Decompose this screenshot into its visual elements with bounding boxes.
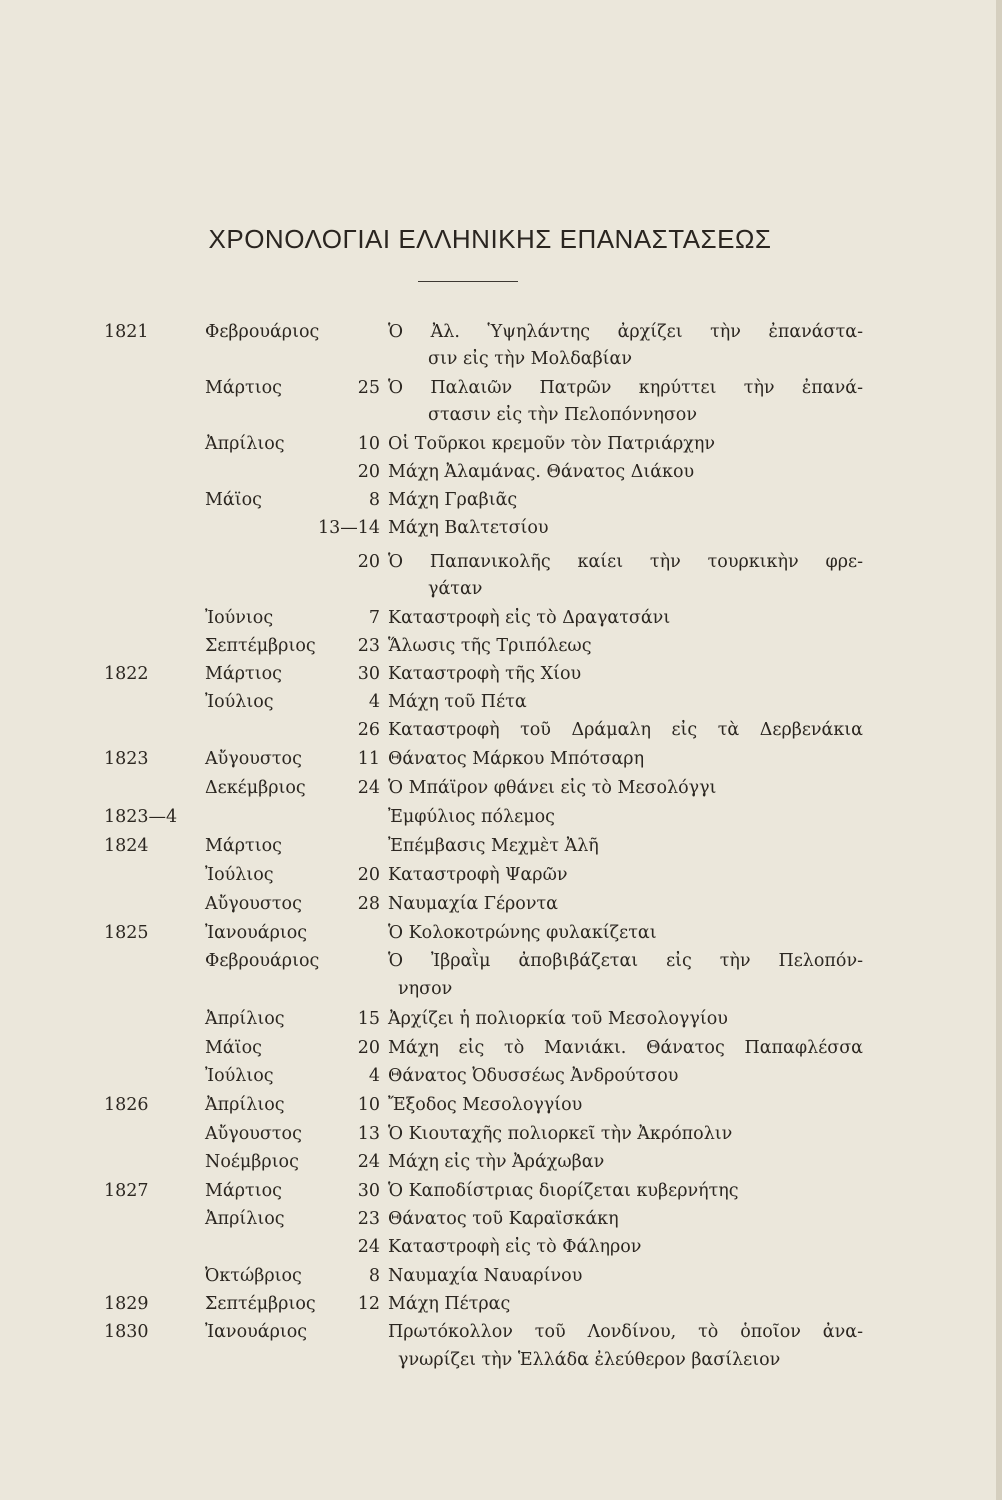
entry-event: Καταστροφὴ εἰς τὸ Δραγατσάνι	[388, 608, 671, 628]
entry-event: Καταστροφὴ τῆς Χίου	[388, 664, 582, 684]
timeline-row	[0, 890, 1002, 918]
timeline-row	[0, 632, 1002, 660]
entry-date: 20	[357, 552, 380, 572]
entry-year: 1823	[104, 749, 149, 769]
timeline-row	[0, 1148, 1002, 1176]
entry-event: Καταστροφὴ τοῦ Δράμαλη εἰς τὰ Δερβενάκια	[388, 720, 863, 740]
timeline-row	[0, 1062, 1002, 1090]
entry-date: 13—14	[317, 518, 380, 538]
entry-event: Καταστροφὴ Ψαρῶν	[388, 865, 568, 885]
entry-year: 1822	[104, 664, 149, 684]
entry-month: Μάρτιος	[205, 836, 282, 856]
timeline-row	[0, 716, 1002, 744]
timeline-row	[0, 1034, 1002, 1062]
entry-month: Φεβρουάριος	[205, 322, 320, 342]
entry-month: Ἀπρίλιος	[205, 1209, 285, 1229]
entry-month: Αὔγουστος	[205, 1124, 302, 1144]
entry-month: Δεκέμβριος	[205, 778, 306, 798]
entry-month: Ὀκτώβριος	[205, 1266, 302, 1286]
entry-event: Μάχη τοῦ Πέτα	[388, 692, 527, 712]
entry-date: 23	[357, 1209, 380, 1229]
entry-event: Ἐπέμβασις Μεχμὲτ Ἀλῆ	[388, 836, 599, 856]
entry-date: 24	[357, 778, 380, 798]
entry-month: Αὔγουστος	[205, 894, 302, 914]
entry-date: 10	[357, 434, 380, 454]
timeline-row	[0, 919, 1002, 947]
entry-event: Θάνατος τοῦ Καραϊσκάκη	[388, 1209, 619, 1229]
entry-event: Καταστροφὴ εἰς τὸ Φάληρον	[388, 1237, 642, 1257]
entry-event: Ἐμφύλιος πόλεμος	[388, 807, 555, 827]
entry-month: Σεπτέμβριος	[205, 1294, 316, 1314]
entry-event: Ἅλωσις τῆς Τριπόλεως	[388, 636, 592, 656]
entry-month: Ἀπρίλιος	[205, 1009, 285, 1029]
entry-event: Ἀρχίζει ἡ πολιορκία τοῦ Μεσολογγίου	[388, 1009, 728, 1029]
entry-event: Ναυμαχία Ναυαρίνου	[388, 1266, 583, 1286]
entry-date: 24	[357, 1237, 380, 1257]
entry-month: Ἰούλιος	[205, 692, 274, 712]
entry-event: Θάνατος Ὀδυσσέως Ἀνδρούτσου	[388, 1066, 679, 1086]
entry-event: Μάχη Πέτρας	[388, 1294, 511, 1314]
timeline-row-continuation	[0, 975, 1002, 1003]
timeline-row	[0, 861, 1002, 889]
timeline-row	[0, 458, 1002, 486]
entry-event: Μάχη Γραβιᾶς	[388, 490, 518, 510]
entry-year: 1824	[104, 836, 149, 856]
entry-month: Ἰανουάριος	[205, 923, 308, 943]
entry-date: 4	[368, 1066, 380, 1086]
entry-event: Ὁ Μπάϊρον φθάνει εἰς τὸ Μεσολόγγι	[388, 778, 717, 798]
entry-date: 28	[357, 894, 380, 914]
entry-month: Ἀπρίλιος	[205, 434, 285, 454]
entry-month: Μάϊος	[205, 490, 262, 510]
timeline-row	[0, 548, 1002, 576]
entry-date: 15	[357, 1009, 380, 1029]
timeline-row	[0, 1005, 1002, 1033]
entry-event: Ὁ Ἰβραῒμ ἀποβιβάζεται εἰς τὴν Πελοπόν-	[388, 951, 863, 971]
entry-event: Ὁ Καποδίστριας διορίζεται κυβερνήτης	[388, 1181, 739, 1201]
entry-date: 24	[357, 1152, 380, 1172]
entry-event: Ναυμαχία Γέροντα	[388, 894, 558, 914]
timeline-row	[0, 947, 1002, 975]
entry-date: 30	[357, 664, 380, 684]
entry-month: Μάρτιος	[205, 1181, 282, 1201]
entry-event-continuation: στασιν εἰς τὴν Πελοπόννησον	[428, 405, 697, 425]
timeline-row-continuation	[0, 345, 1002, 373]
entry-event-continuation: γάταν	[428, 579, 483, 599]
timeline-row	[0, 486, 1002, 514]
entry-event: Ὁ Κολοκοτρώνης φυλακίζεται	[388, 923, 657, 943]
entry-year: 1826	[104, 1095, 149, 1115]
entry-year: 1827	[104, 1181, 149, 1201]
entry-year: 1823—4	[104, 807, 178, 827]
entry-event-continuation: νησον	[398, 979, 453, 999]
entry-event-continuation: γνωρίζει τὴν Ἑλλάδα ἐλεύθερον βασίλειον	[398, 1350, 781, 1370]
timeline-row-continuation	[0, 1346, 1002, 1374]
entry-event: Θάνατος Μάρκου Μπότσαρη	[388, 749, 645, 769]
entry-event: Μάχη εἰς τὴν Ἀράχωβαν	[388, 1152, 605, 1172]
entry-month: Ἰούλιος	[205, 1066, 274, 1086]
entry-date: 23	[357, 636, 380, 656]
timeline-row	[0, 1205, 1002, 1233]
entry-event: Ὁ Ἀλ. Ὑψηλάντης ἀρχίζει τὴν ἐπανάστα-	[388, 322, 863, 342]
entry-month: Ἀπρίλιος	[205, 1095, 285, 1115]
entry-date: 30	[357, 1181, 380, 1201]
entry-event: Οἱ Τοῦρκοι κρεμοῦν τὸν Πατριάρχην	[388, 434, 716, 454]
entry-year: 1829	[104, 1294, 149, 1314]
entry-year: 1821	[104, 322, 149, 342]
entry-event: Μάχη Βαλτετσίου	[388, 518, 549, 538]
timeline-row-continuation	[0, 575, 1002, 603]
entry-month: Μάϊος	[205, 1038, 262, 1058]
timeline-row	[0, 604, 1002, 632]
entry-event: Ὁ Κιουταχῆς πολιορκεῖ τὴν Ἀκρόπολιν	[388, 1124, 733, 1144]
entry-month: Φεβρουάριος	[205, 951, 320, 971]
timeline-row	[0, 1091, 1002, 1119]
timeline-row	[0, 374, 1002, 402]
entry-event: Μάχη εἰς τὸ Μανιάκι. Θάνατος Παπαφλέσσα	[388, 1038, 863, 1058]
entry-date: 20	[357, 865, 380, 885]
entry-month: Σεπτέμβριος	[205, 636, 316, 656]
timeline-row	[0, 745, 1002, 773]
entry-event: Ὁ Παπανικολῆς καίει τὴν τουρκικὴν φρε-	[388, 552, 863, 572]
entry-month: Νοέμβριος	[205, 1152, 299, 1172]
entry-date: 11	[357, 749, 380, 769]
entry-month: Ἰούλιος	[205, 865, 274, 885]
entry-date: 26	[357, 720, 380, 740]
entry-date: 13	[357, 1124, 380, 1144]
entry-date: 25	[357, 378, 380, 398]
timeline-row	[0, 832, 1002, 860]
timeline-row	[0, 430, 1002, 458]
entry-event-continuation: σιν εἰς τὴν Μολδαβίαν	[428, 349, 633, 369]
entry-year: 1825	[104, 923, 149, 943]
timeline-row	[0, 660, 1002, 688]
timeline-row	[0, 803, 1002, 831]
timeline-row-continuation	[0, 401, 1002, 429]
entry-date: 7	[368, 608, 380, 628]
entry-event: Ἔξοδος Μεσολογγίου	[388, 1095, 583, 1115]
entry-event: Μάχη Ἀλαμάνας. Θάνατος Διάκου	[388, 462, 695, 482]
entry-date: 4	[368, 692, 380, 712]
entry-date: 20	[357, 1038, 380, 1058]
timeline-row	[0, 1233, 1002, 1261]
timeline-row	[0, 1290, 1002, 1318]
timeline-row	[0, 688, 1002, 716]
entry-date: 20	[357, 462, 380, 482]
entry-date: 8	[368, 1266, 380, 1286]
entry-date: 10	[357, 1095, 380, 1115]
entry-month: Αὔγουστος	[205, 749, 302, 769]
page-title: ΧΡΟΝΟΛΟΓΙΑΙ ΕΛΛΗΝΙΚΗΣ ΕΠΑΝΑΣΤΑΣΕΩΣ	[208, 224, 772, 254]
entry-month: Ἰανουάριος	[205, 1322, 308, 1342]
entry-month: Ἰούνιος	[205, 608, 274, 628]
entry-month: Μάρτιος	[205, 378, 282, 398]
timeline-row	[0, 1262, 1002, 1290]
entry-event: Ὁ Παλαιῶν Πατρῶν κηρύττει τὴν ἐπανά-	[388, 378, 863, 398]
timeline-row	[0, 1120, 1002, 1148]
entry-date: 8	[368, 490, 380, 510]
timeline-row	[0, 318, 1002, 346]
entry-date: 12	[357, 1294, 380, 1314]
timeline-row	[0, 1177, 1002, 1205]
entry-year: 1830	[104, 1322, 149, 1342]
timeline-row	[0, 1318, 1002, 1346]
timeline-row	[0, 514, 1002, 542]
entry-event: Πρωτόκολλον τοῦ Λονδίνου, τὸ ὁποῖον ἀνα-	[388, 1322, 863, 1342]
entry-month: Μάρτιος	[205, 664, 282, 684]
timeline-row	[0, 774, 1002, 802]
